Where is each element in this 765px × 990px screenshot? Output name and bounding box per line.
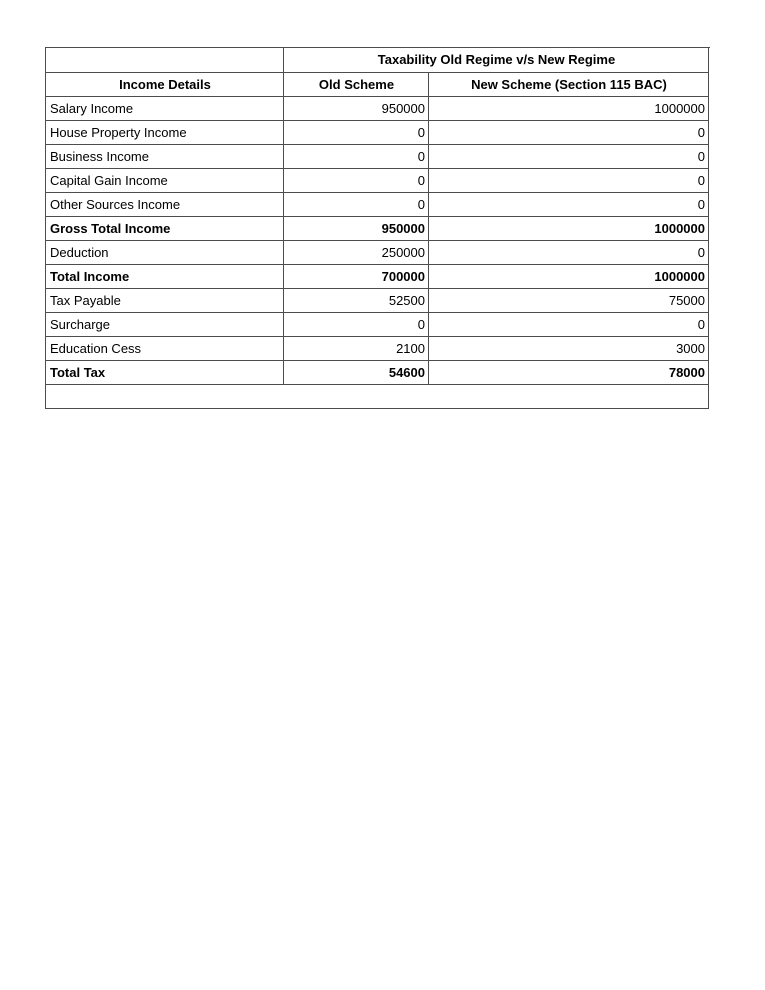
row-value-old-scheme: 2100 [284, 337, 429, 361]
row-value-old-scheme: 0 [284, 169, 429, 193]
row-label: Salary Income [46, 97, 284, 121]
row-label: Other Sources Income [46, 193, 284, 217]
row-value-old-scheme: 0 [284, 193, 429, 217]
column-header-new-scheme: New Scheme (Section 115 BAC) [429, 73, 709, 97]
trailing-empty-cell [46, 385, 709, 409]
row-label: Education Cess [46, 337, 284, 361]
row-label: Tax Payable [46, 289, 284, 313]
row-value-old-scheme: 0 [284, 313, 429, 337]
row-label: House Property Income [46, 121, 284, 145]
row-value-new-scheme: 1000000 [429, 217, 709, 241]
table-body [46, 48, 709, 409]
table-row-total [46, 361, 709, 385]
row-label: Business Income [46, 145, 284, 169]
table-row [46, 313, 709, 337]
row-value-new-scheme: 0 [429, 145, 709, 169]
row-value-new-scheme: 0 [429, 241, 709, 265]
row-value-old-scheme: 54600 [284, 361, 429, 385]
table-header-row [46, 73, 709, 97]
table-title: Taxability Old Regime v/s New Regime [284, 48, 709, 73]
row-value-new-scheme: 1000000 [429, 97, 709, 121]
title-row-left-spacer-cell [46, 48, 284, 73]
row-label: Surcharge [46, 313, 284, 337]
tax-comparison-table [45, 47, 709, 409]
row-label: Capital Gain Income [46, 169, 284, 193]
column-header-income-details: Income Details [46, 73, 284, 97]
row-value-old-scheme: 950000 [284, 217, 429, 241]
row-value-new-scheme: 0 [429, 121, 709, 145]
row-value-new-scheme: 1000000 [429, 265, 709, 289]
row-value-new-scheme: 0 [429, 169, 709, 193]
row-value-old-scheme: 250000 [284, 241, 429, 265]
row-value-old-scheme: 700000 [284, 265, 429, 289]
row-label: Gross Total Income [46, 217, 284, 241]
column-header-old-scheme: Old Scheme [284, 73, 429, 97]
row-value-old-scheme: 0 [284, 121, 429, 145]
table-row [46, 169, 709, 193]
table-trailing-empty-row [46, 385, 709, 409]
row-value-new-scheme: 0 [429, 193, 709, 217]
row-value-new-scheme: 75000 [429, 289, 709, 313]
row-label: Deduction [46, 241, 284, 265]
table-row [46, 145, 709, 169]
row-label: Total Tax [46, 361, 284, 385]
row-value-new-scheme: 0 [429, 313, 709, 337]
table-row [46, 193, 709, 217]
row-value-old-scheme: 950000 [284, 97, 429, 121]
row-value-old-scheme: 52500 [284, 289, 429, 313]
table-title-row [46, 48, 709, 73]
row-label: Total Income [46, 265, 284, 289]
row-value-new-scheme: 3000 [429, 337, 709, 361]
row-value-old-scheme: 0 [284, 145, 429, 169]
table-row [46, 337, 709, 361]
table-row [46, 289, 709, 313]
row-value-new-scheme: 78000 [429, 361, 709, 385]
tax-comparison-table-container [45, 47, 708, 409]
table-row-subtotal [46, 217, 709, 241]
table-row [46, 241, 709, 265]
table-row-subtotal [46, 265, 709, 289]
table-row [46, 121, 709, 145]
table-row [46, 97, 709, 121]
